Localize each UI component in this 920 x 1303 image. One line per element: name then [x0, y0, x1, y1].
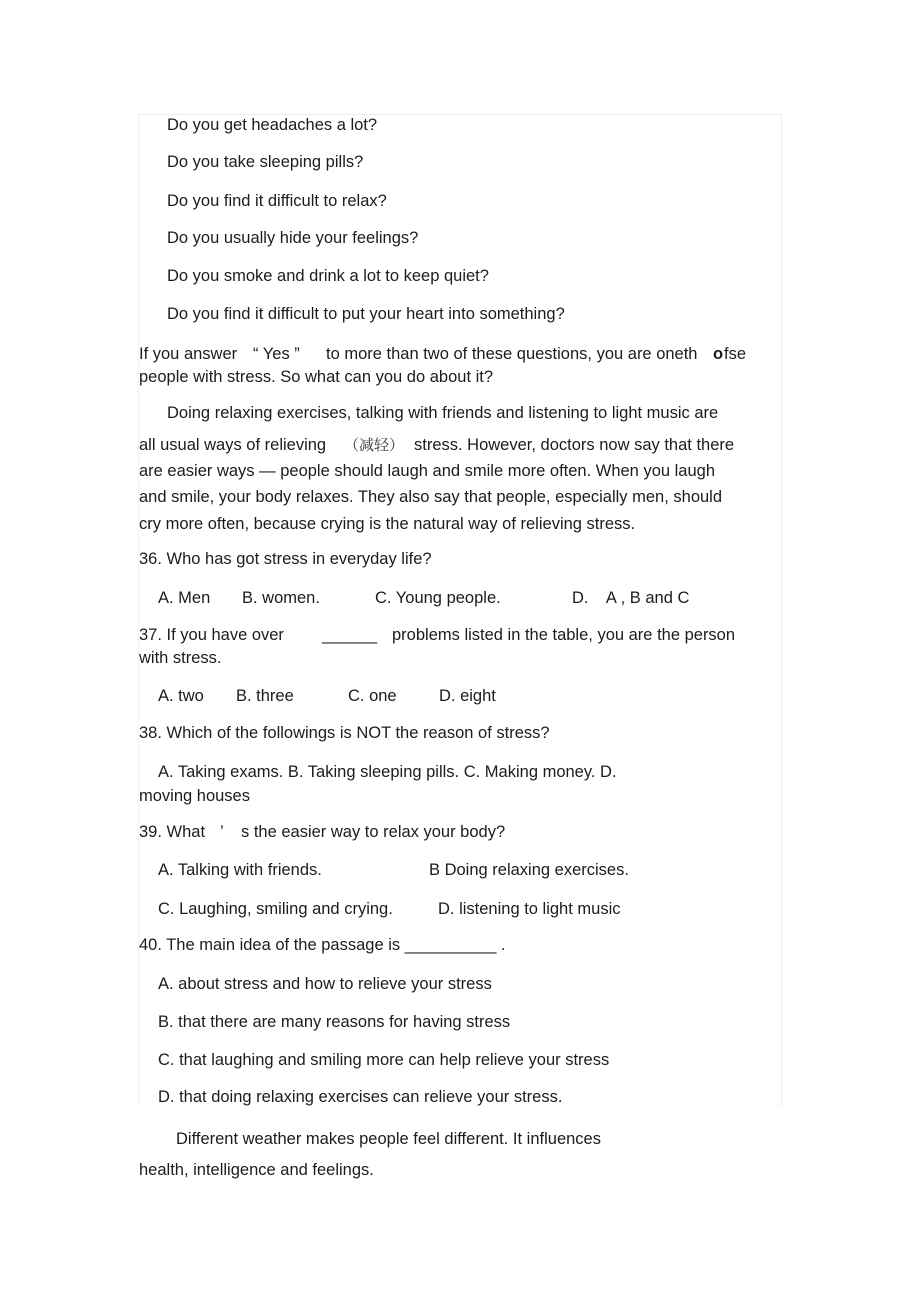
relax-line: cry more often, because crying is the natural way of relieving stress. — [139, 515, 636, 533]
option-c: C. Young people. — [375, 589, 501, 607]
weather-line: health, intelligence and feelings. — [139, 1161, 374, 1179]
answer-yes-quote: “ Yes ” — [253, 345, 300, 363]
options-line: moving houses — [139, 787, 250, 805]
option-a: A. Men — [158, 589, 211, 607]
option-c: C. one — [348, 687, 397, 705]
question-text: with stress. — [139, 649, 222, 667]
question-text: 37. If you have over — [139, 626, 284, 644]
page-frame — [138, 114, 782, 1107]
answer-text-c: to more than two of these questions, you are oneth — [326, 345, 698, 363]
answer-text-line2: people with stress. So what can you do about it? — [139, 368, 494, 386]
option-b: B. that there are many reasons for having stress — [158, 1013, 511, 1031]
option-d: D. listening to light music — [438, 900, 621, 918]
checklist-item: Do you find it difficult to relax? — [167, 192, 387, 210]
option-c: C. that laughing and smiling more can help relieve your stress — [158, 1051, 610, 1069]
checklist-item: Do you take sleeping pills? — [167, 153, 364, 171]
relax-line: are easier ways — people should laugh and smile more often. When you laugh — [139, 462, 716, 480]
option-d: D. that doing relaxing exercises can relieve your stress. — [158, 1088, 563, 1106]
option-a: A. about stress and how to relieve your stress — [158, 975, 492, 993]
question-text: 40. The main idea of the passage is __________ . — [139, 936, 506, 954]
weather-line: Different weather makes people feel different. It influences — [176, 1130, 601, 1148]
option-c: C. Laughing, smiling and crying. — [158, 900, 393, 918]
option-d: D. eight — [439, 687, 496, 705]
relax-line: all usual ways of relieving — [139, 436, 327, 454]
relax-line: stress. However, doctors now say that there — [414, 436, 735, 454]
checklist-item: Do you get headaches a lot? — [167, 116, 378, 134]
answer-text-bold: o — [713, 345, 724, 363]
question-apostrophe: ’ — [220, 823, 224, 841]
option-b: B Doing relaxing exercises. — [429, 861, 629, 879]
question-text: problems listed in the table, you are the person — [392, 626, 736, 644]
option-b: B. three — [236, 687, 294, 705]
answer-text-e: fse — [724, 345, 747, 363]
option-d: D. A , B and C — [572, 589, 690, 607]
option-a: A. Talking with friends. — [158, 861, 322, 879]
answer-text-a: If you answer — [139, 345, 238, 363]
option-a: A. two — [158, 687, 204, 705]
question-text: 36. Who has got stress in everyday life? — [139, 550, 432, 568]
question-text: s the easier way to relax your body? — [241, 823, 506, 841]
relax-line: and smile, your body relaxes. They also say that people, especially men, should — [139, 488, 723, 506]
checklist-item: Do you find it difficult to put your heart into something? — [167, 305, 565, 323]
checklist-item: Do you smoke and drink a lot to keep quiet? — [167, 267, 489, 285]
question-text: 38. Which of the followings is NOT the reason of stress? — [139, 724, 550, 742]
checklist-item: Do you usually hide your feelings? — [167, 229, 419, 247]
question-text: 39. What — [139, 823, 206, 841]
relax-chinese-note: （减轻） — [344, 436, 405, 454]
answer-blank: ______ — [322, 626, 378, 644]
options-line: A. Taking exams. B. Taking sleeping pills. C. Making money. D. — [158, 763, 617, 781]
relax-line: Doing relaxing exercises, talking with friends and listening to light music are — [167, 404, 719, 422]
option-b: B. women. — [242, 589, 320, 607]
